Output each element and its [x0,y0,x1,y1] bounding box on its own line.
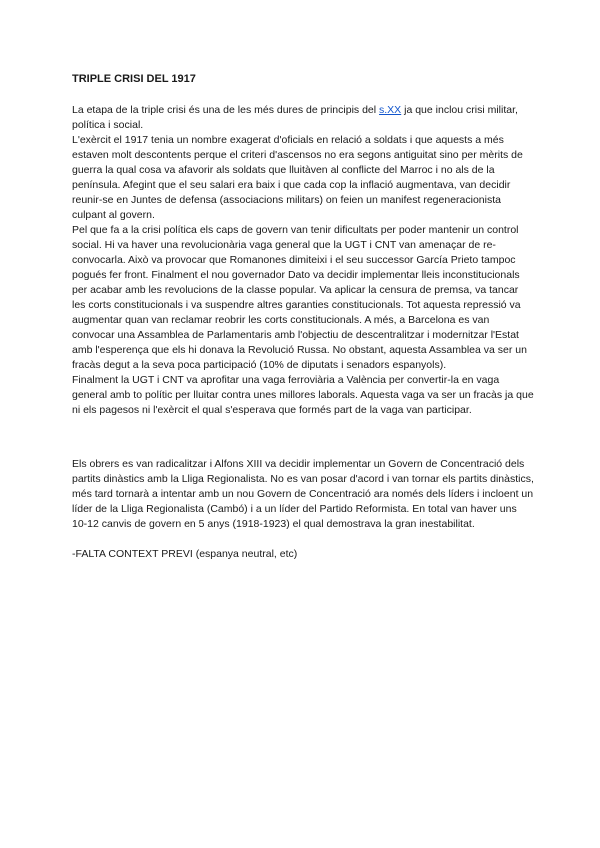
paragraph-political-crisis: Pel que fa a la crisi política els caps de govern van tenir dificultats per poder mantenir un control social. Hi va haver una revolucionària vaga general que la UGT i CNT van amenaçar de re-convocarla. Això va provocar que Romanones dimiteixi i el seu successor García Prieto tampoc pogués fer front. Finalment el nou governador Dato va decidir implementar lleis inconstitucionals per acabar amb les revolucions de la classe popular. Va aplicar la censura de premsa, va tancar les corts constitucionals i va suspendre altres garanties constitucionals. Tot aquesta repressió va augmentar quan van reclamar reobrir les corts constitucionals. A més, a Barcelona es van convocar una Assamblea de Parlamentaris amb l'objectiu de descentralitzar i modernitzar l'Estat amb l'esperença que els hi donava la Revolució Russa. No obstant, aquesta Assamblea va ser un fracàs degut a la seva poca participació (10% de diputats i senadors espanyols). [72,224,527,371]
document-body [72,72,534,562]
paragraph-intro-text-end: ja que inclou crisi militar, política i social. [72,104,518,131]
document-title: TRIPLE CRISI DEL 1917 [72,73,196,85]
paragraph-military-crisis: L'exèrcit el 1917 tenia un nombre exagerat d'oficials en relació a soldats i que aquests a més estaven molt descontents perque el criteri d'ascensos no era segons antiguitat sino per mèrits de guerra la qual cosa va afavorir als soldats que lluitàven al conflicte del Marroc i no als de la península. Afegint que el seu salari era baix i que cada cop la inflació augmentava, van decidir reunir-se en Juntes de defensa (associacions militars) on feien un manifest regeneracionista culpant al govern. [72,134,523,221]
blank-line [72,532,534,547]
paragraph-social-crisis: Finalment la UGT i CNT va aprofitar una vaga ferroviària a València per convertir-la en vaga general amb to polític per lluitar contra unes millores laborals. Aquesta vaga va ser un fracàs ja que ni els pagesos ni l'exèrcit el qual s'esperava que formés part de la vaga van participar. [72,374,534,416]
paragraph-concentration-government: Els obrers es van radicalitzar i Alfons XIII va decidir implementar un Govern de Concentració dels partits dinàstics amb la Lliga Regionalista. No es van posar d'acord i van tornar els partits dinàstics, més tard tornarà a intentar amb un nou Govern de Concentració ara només dels líders i incloent un líder de la Lliga Regionalista (Cambó) i a un líder del Partido Reformista. En total van haver uns 10-12 canvis de govern en 5 anys (1918-1923) el qual demostrava la gran inestabilitat. [72,458,534,530]
paragraph-intro-text-start: La etapa de la triple crisi és una de les més dures de principis del [72,104,380,116]
paragraph-intro [72,103,534,133]
blank-space [72,418,534,457]
sxx-link[interactable]: s.XX [379,104,402,116]
paragraph-note: -FALTA CONTEXT PREVI (espanya neutral, etc) [72,548,298,560]
